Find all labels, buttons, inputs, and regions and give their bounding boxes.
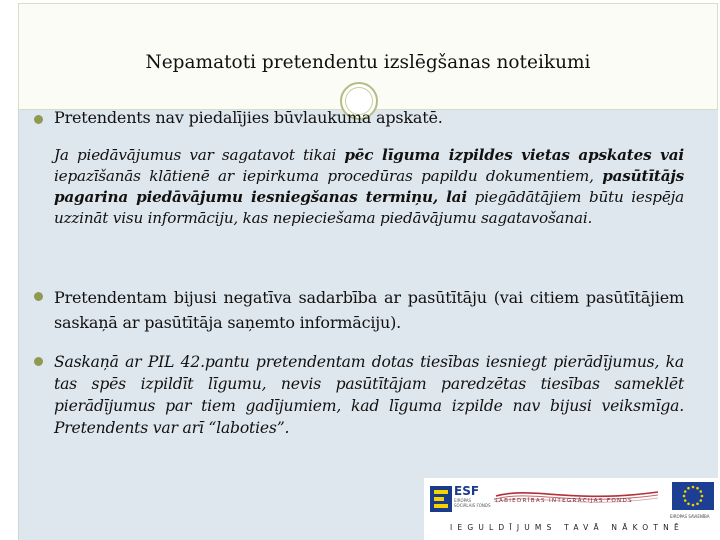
footer-logos (424, 478, 720, 540)
bullet-item-2: Pretendentam bijusi negatīva sadarbība ar pasūtītāju (vai citiem pasūtītājiem saskaņā ar pasūtītāja saņemto informāciju). (54, 288, 684, 332)
slide-title: Nepamatoti pretendentu izslēgšanas noteikumi (145, 52, 591, 73)
bullet-dot-icon (34, 357, 43, 366)
eu-flag-icon (672, 482, 714, 510)
paragraph-text: piegādātājiem būtu iespēja uzzināt visu informāciju, kas nepieciešama piedāvājumu sagatavošanai. (54, 188, 684, 227)
paragraph-text: iepazīšanās klātienē ar iepirkuma procedūras papildu dokumentiem, (54, 167, 603, 185)
paragraph-bold: pasūtītājs pagarina piedāvājumu iesniegšanas termiņu, lai (54, 167, 684, 206)
bullet-item-3: Saskaņā ar PIL 42.pantu pretendentam dotas tiesības iesniegt pierādījumus, ka tas spēs izpildīt līgumu, nevis pasūtītājam paredzētas tiesības sameklēt pierādījumus par tiem gadījumiem, kad līguma izpilde nav bijusi veiksmīga. Pretendents var arī “laboties”. (54, 353, 684, 437)
italic-paragraph (54, 145, 684, 229)
esf-label: ESF (454, 484, 480, 498)
bullet-item-1: Pretendents nav piedalījies būvlaukuma apskatē. (54, 108, 443, 127)
paragraph-bold: pēc līguma izpildes vietas apskates vai (344, 146, 684, 164)
bullet-dot-icon (34, 115, 43, 124)
bullet-dot-icon (34, 292, 43, 301)
esf-sub-label: EIROPAS SOCIĀLAIS FONDS (454, 498, 491, 508)
paragraph-text: Ja piedāvājumus var sagatavot tikai (54, 146, 345, 164)
footer-motto: IEGULDĪJUMS TAVĀ NĀKOTNĒ (450, 523, 684, 532)
sif-label: SABIEDRĪBAS INTEGRĀCIJAS FONDS (494, 498, 633, 504)
eu-label: EIROPAS SAVIENĪBA (670, 514, 710, 519)
